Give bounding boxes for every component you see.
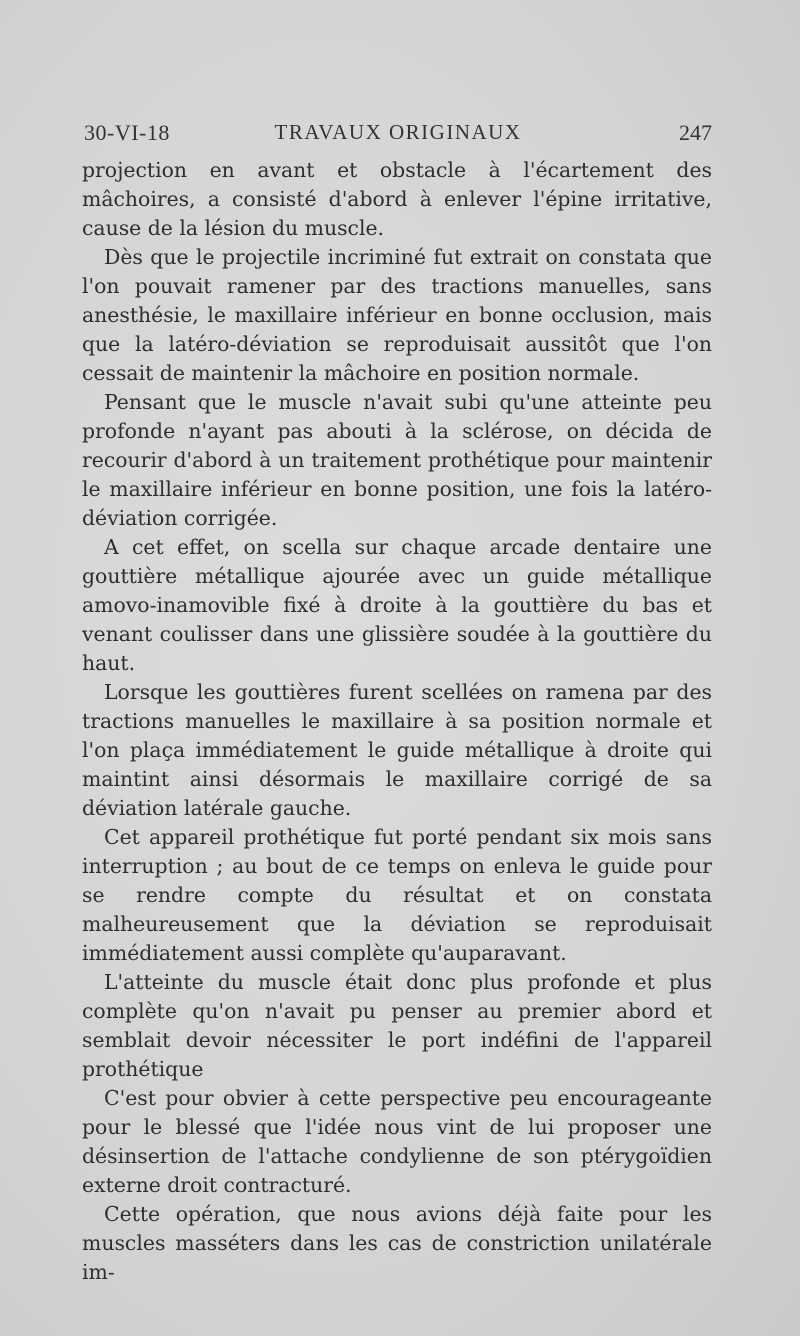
paragraph: Dès que le projectile incriminé fut extrait on constata que l'on pouvait ramener par des tractions manuelles, sans anesthésie, le maxillaire inférieur en bonne occlusion, mais que la latéro-déviation se reproduisait aussitôt que l'on cessait de maintenir la mâchoire en position normale. [82, 245, 712, 385]
paragraph: Cet appareil prothétique fut porté pendant six mois sans interruption ; au bout de ce temps on enleva le guide pour se rendre compte du résultat et on constata malheureusement que la déviation se reproduisait immédiatement aussi complète qu'auparavant. [82, 825, 712, 965]
paragraph: L'atteinte du muscle était donc plus profonde et plus complète qu'on n'avait pu penser au premier abord et semblait devoir nécessiter le port indéfini de l'appareil prothétique [82, 970, 712, 1081]
header-section-title: TRAVAUX ORIGINAUX [274, 120, 522, 144]
paragraph: C'est pour obvier à cette perspective peu encourageante pour le blessé que l'idée nous vint de lui proposer une désinsertion de l'attache condylienne de son ptérygoïdien externe droit contracturé. [82, 1086, 712, 1197]
paragraph: projection en avant et obstacle à l'écartement des mâchoires, a consisté d'abord à enlever l'épine irritative, cause de la lésion du muscle. [82, 158, 712, 240]
paragraph: A cet effet, on scella sur chaque arcade dentaire une gouttière métallique ajourée avec un guide métallique amovo-inamovible fixé à droite à la gouttière du bas et venant coulisser dans une glissière soudée à la gouttière du haut. [82, 535, 712, 675]
paragraph: Cette opération, que nous avions déjà faite pour les muscles masséters dans les cas de constriction unilatérale im- [82, 1202, 712, 1284]
header-date: 30-VI-18 [84, 120, 170, 145]
running-header [84, 120, 712, 150]
paragraph: Lorsque les gouttières furent scellées on ramena par des tractions manuelles le maxillaire à sa position normale et l'on plaça immédiatement le guide métallique à droite qui maintint ainsi désormais le maxillaire corrigé de sa déviation latérale gauche. [82, 680, 712, 820]
paragraph: Pensant que le muscle n'avait subi qu'une atteinte peu profonde n'ayant pas abouti à la sclérose, on décida de recourir d'abord à un traitement prothétique pour maintenir le maxillaire inférieur en bonne position, une fois la latéro-déviation corrigée. [82, 390, 712, 530]
page-number: 247 [679, 120, 712, 145]
body-text [82, 156, 712, 1287]
